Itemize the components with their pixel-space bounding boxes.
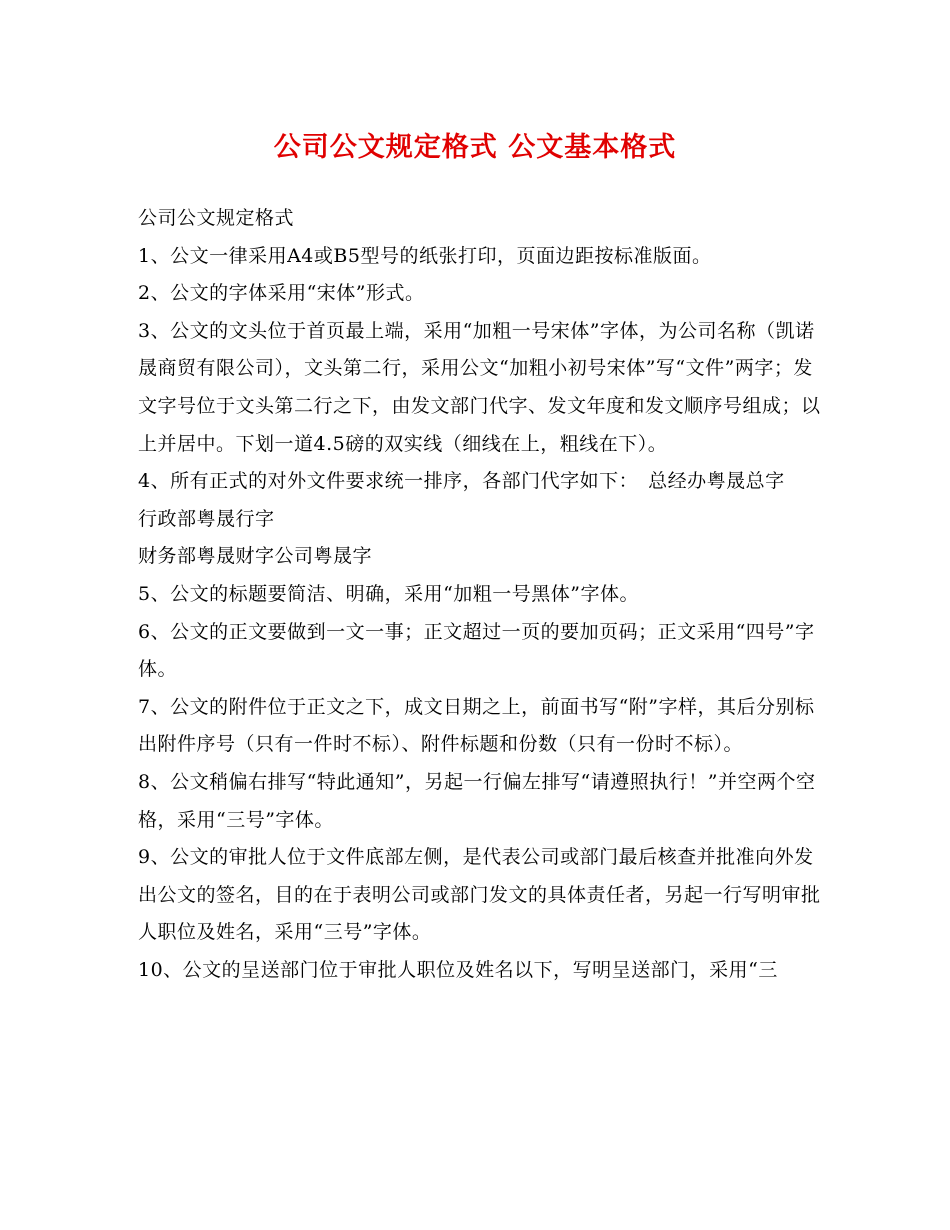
paragraph-dept-finance: 财务部粤晟财字公司粤晟字 [138,545,373,568]
paragraph-item-7: 7、公文的附件位于正文之下，成文日期之上，前面书写“附”字样，其后分别标出附件序号（只有一件时不标）、附件标题和份数（只有一份时不标）。 [138,695,815,756]
document-title: 公司公文规定格式 公文基本格式 [273,132,677,163]
paragraph-item-3: 3、公文的文头位于首页最上端，采用“加粗一号宋体”字体，为公司名称（凯诺晟商贸有限公司），文头第二行，采用公文“加粗小初号宋体”写“文件”两字；发文字号位于文头第二行之下，由发文部门代字、发文年度和发文顺序号组成；以上并居中。下划一道4.5磅的双实线（细线在上，粗线在下）。 [138,319,821,455]
paragraph-item-1: 1、公文一律采用A4或B5型号的纸张打印，页面边距按标准版面。 [138,244,712,267]
paragraph-item-4: 4、所有正式的对外文件要求统一排序，各部门代字如下： 总经办粤晟总字 [138,470,785,493]
paragraph-item-5: 5、公文的标题要简洁、明确，采用“加粗一号黑体”字体。 [138,582,640,605]
paragraph-item-9: 9、公文的审批人位于文件底部左侧，是代表公司或部门最后核查并批准向外发出公文的签名，目的在于表明公司或部门发文的具体责任者，另起一行写明审批人职位及姓名，采用“三号”字体。 [138,846,821,944]
paragraph-item-6: 6、公文的正文要做到一文一事；正文超过一页的要加页码；正文采用“四号”字体。 [138,620,815,681]
paragraph-item-8: 8、公文稍偏右排写“特此通知”，另起一行偏左排写“请遵照执行！”并空两个空格，采用“三号”字体。 [138,770,816,831]
paragraph-heading: 公司公文规定格式 [138,207,295,229]
document-body [138,200,828,989]
paragraph-dept-admin: 行政部粤晟行字 [138,507,275,530]
paragraph-item-10: 10、公文的呈送部门位于审批人职位及姓名以下，写明呈送部门，采用“三 [138,958,778,981]
paragraph-item-2: 2、公文的字体采用“宋体”形式。 [138,282,425,305]
